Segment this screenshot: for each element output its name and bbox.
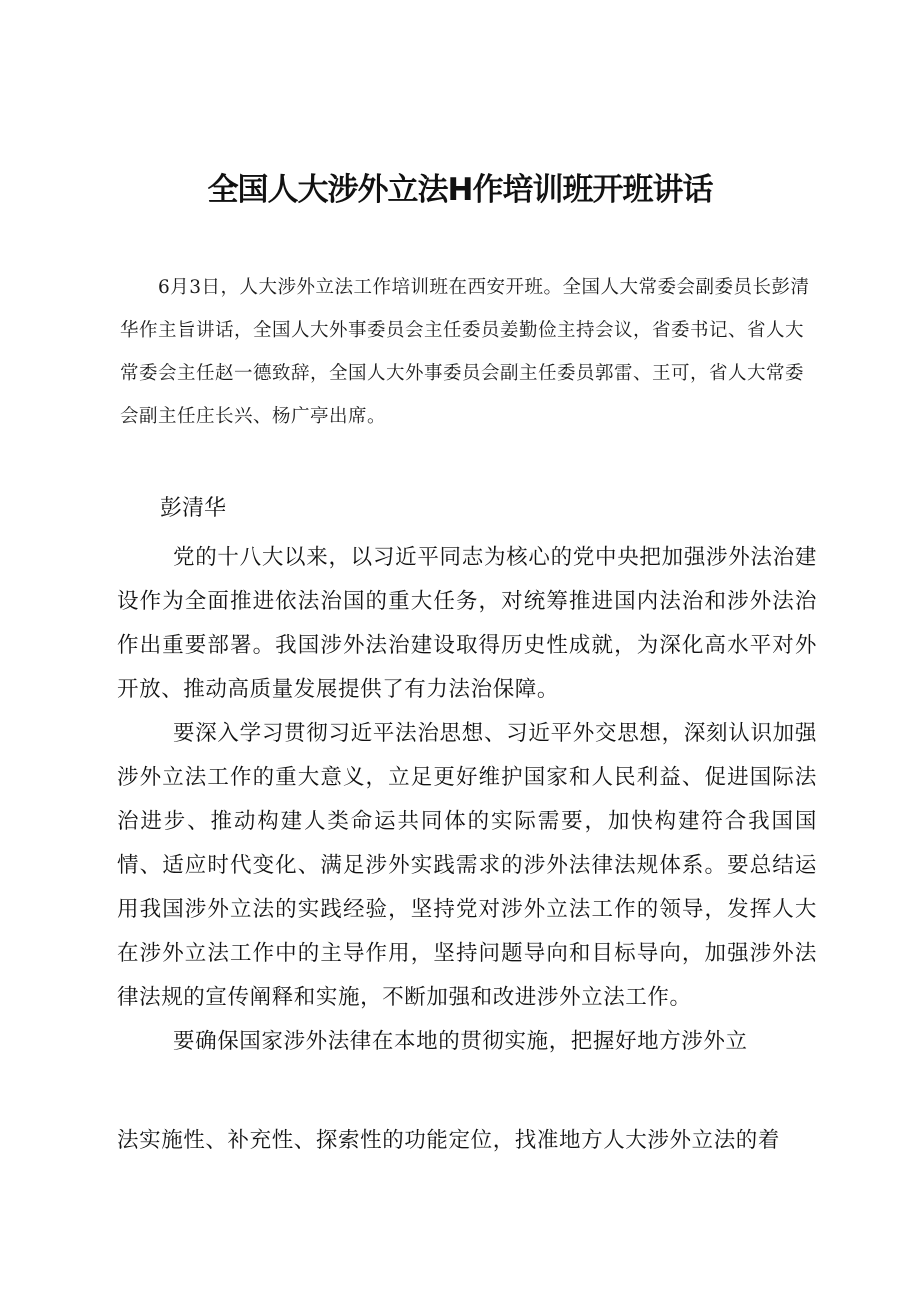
speech-paragraph-1: 党的十八大以来，以习近平同志为核心的党中央把加强涉外法治建设作为全面推进依法治国的重大任务，对统筹推进国内法治和涉外法治作出重要部署。我国涉外法治建设取得历史性成就，为深化高水平对外开放、推动高质量发展提供了有力法治保障。 <box>117 545 817 702</box>
speaker-name: 彭清华 <box>160 496 227 521</box>
document-title: 全国人大涉外立法H作培训班开班讲话 <box>207 172 713 208</box>
speech-continuation: 法实施性、补充性、探索性的功能定位，找准地方人大涉外立法的着 <box>117 1128 781 1153</box>
speech-paragraph-2: 要深入学习贯彻习近平法治思想、习近平外交思想，深刻认识加强涉外立法工作的重大意义，立足更好维护国家和人民利益、促进国际法治进步、推动构建人类命运共同体的实际需要，加快构建符合我国国情、适应时代变化、满足涉外实践需求的涉外法律法规体系。要总结运用我国涉外立法的实践经验，坚持党对涉外立法工作的领导，发挥人大在涉外立法工作中的主导作用，坚持问题导向和目标导向，加强涉外法律法规的宣传阐释和实施，不断加强和改进涉外立法工作。 <box>117 721 817 1010</box>
speech-body <box>117 536 817 1064</box>
intro-paragraph: 6月3日，人大涉外立法工作培训班在西安开班。全国人大常委会副委员长彭清华作主旨讲话，全国人大外事委员会主任委员姜勤俭主持会议，省委书记、省人大常委会主任赵一德致辞，全国人大外事委员会副主任委员郭雷、王可，省人大常委会副主任庄长兴、杨广亭出席。 <box>120 277 810 427</box>
speech-paragraph-3: 要确保国家涉外法律在本地的贯彻实施，把握好地方涉外立 <box>173 1029 748 1054</box>
